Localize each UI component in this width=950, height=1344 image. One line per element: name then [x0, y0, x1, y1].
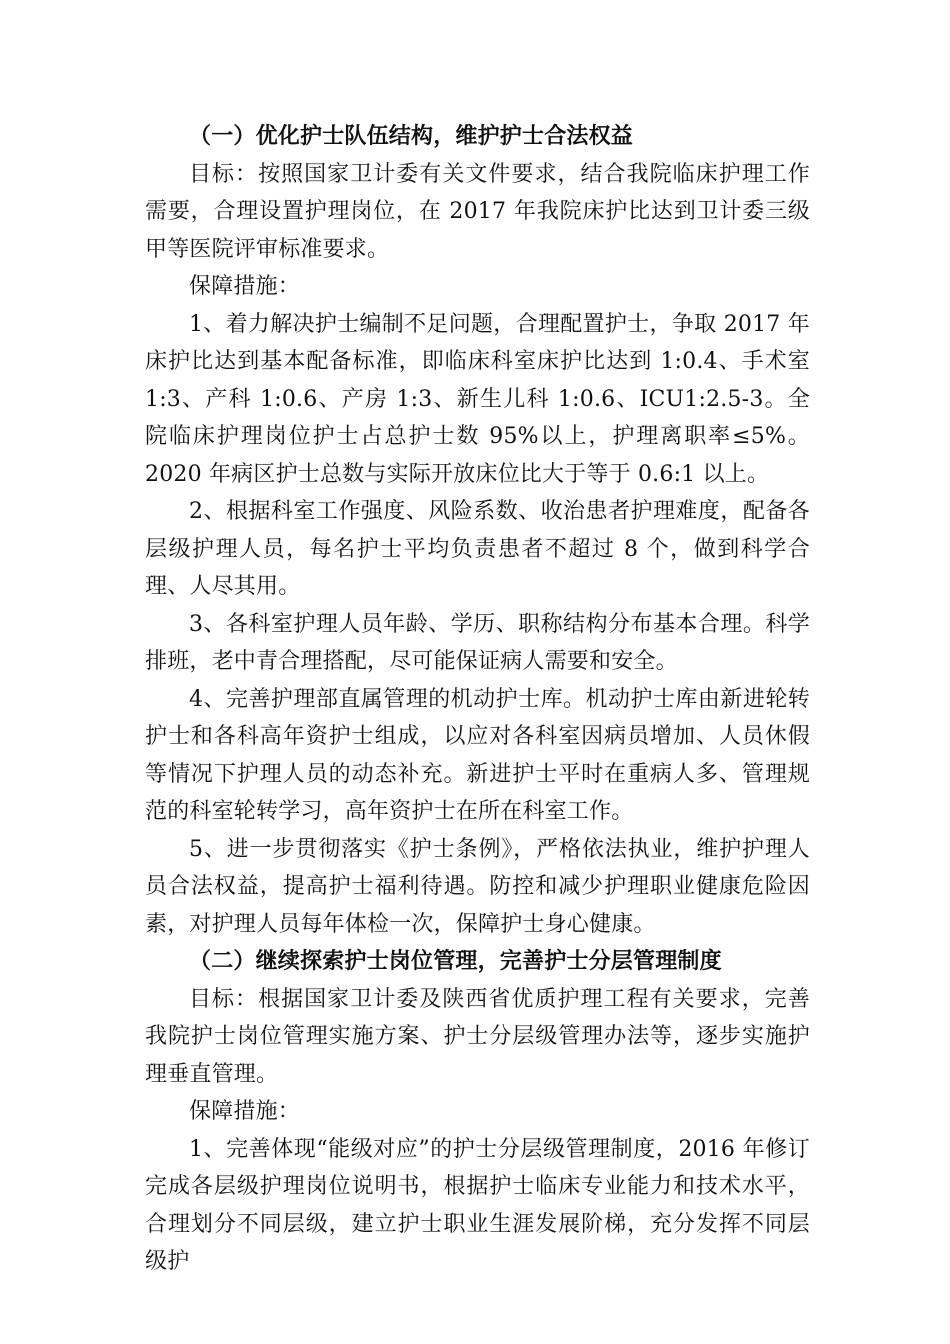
section-2-goal: 目标：根据国家卫计委及陕西省优质护理工程有关要求，完善我院护士岗位管理实施方案、护士分层级管理办法等，逐步实施护理垂直管理。 — [145, 986, 810, 1087]
section-1-item-3: 3、各科室护理人员年龄、学历、职称结构分布基本合理。科学排班，老中青合理搭配，尽可能保证病人需要和安全。 — [145, 611, 810, 674]
section-2-item-1: 1、完善体现“能级对应”的护士分层级管理制度，2016 年修订完成各层级护理岗位说明书，根据护士临床专业能力和技术水平，合理划分不同层级，建立护士职业生涯发展阶梯，充分发挥不同层级护 — [145, 1136, 810, 1274]
section-2-measures-label: 保障措施： — [189, 1099, 301, 1124]
section-1-heading: （一）优化护士队伍结构，维护护士合法权益 — [189, 124, 634, 149]
section-1-goal: 目标：按照国家卫计委有关文件要求，结合我院临床护理工作需要，合理设置护理岗位，在 2017 年我院床护比达到卫计委三级甲等医院评审标准要求。 — [145, 161, 810, 262]
section-1-item-2: 2、根据科室工作强度、风险系数、收治患者护理难度，配备各层级护理人员，每名护士平均负责患者不超过 8 个，做到科学合理、人尽其用。 — [145, 499, 810, 599]
section-1-item-5: 5、进一步贯彻落实《护士条例》，严格依法执业，维护护理人员合法权益，提高护士福利待遇。防控和减少护理职业健康危险因素，对护理人员每年体检一次，保障护士身心健康。 — [145, 836, 810, 937]
section-1-item-4: 4、完善护理部直属管理的机动护士库。机动护士库由新进轮转护士和各科高年资护士组成，以应对各科室因病员增加、人员休假等情况下护理人员的动态补充。新进护士平时在重病人多、管理规范的科室轮转学习，高年资护士在所在科室工作。 — [145, 686, 810, 824]
section-1-measures-label: 保障措施： — [189, 274, 301, 299]
section-1-item-1: 1、着力解决护士编制不足问题，合理配置护士，争取 2017 年床护比达到基本配备标准，即临床科室床护比达到 1:0.4、手术室 1:3、产科 1:0.6、产房 1:3、新生儿科 1:0.6、ICU1:2.5-3。全院临床护理岗位护士占总护士数 95%以上，护理离职率≤5%。2020 年病区护士总数与实际开放床位比大于等于 0.6:1 以上。 — [145, 311, 810, 487]
document-body — [145, 118, 810, 1281]
section-2-heading: （二）继续探索护士岗位管理，完善护士分层管理制度 — [189, 949, 722, 974]
